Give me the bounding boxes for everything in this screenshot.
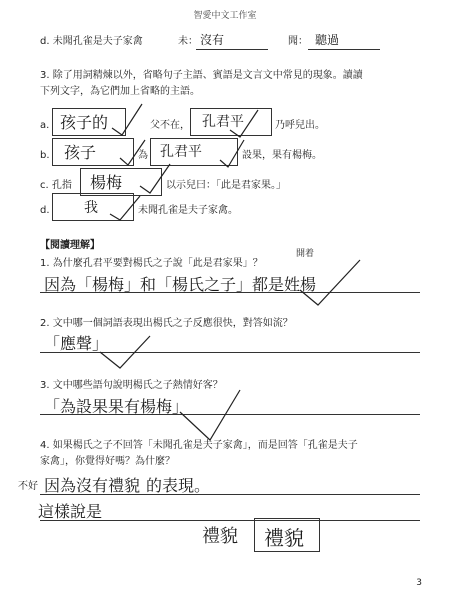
q3-d-prefix: d. [40,205,50,216]
reading-a1-note: 開着 [296,249,315,259]
correction-word-1: 禮貌 [202,526,238,547]
reading-a3: 「為設果果有楊梅」 [44,397,189,416]
reading-q4-line1: 4. 如果楊氏之子不回答「未聞孔雀是夫子家禽」，而是回答「孔雀是夫子 [40,440,358,451]
q3-c-prefix: c. 孔指 [40,180,72,191]
q3-d-end: 未聞孔雀是夫子家禽。 [138,205,238,216]
q3-b-end: 設果，果有楊梅。 [242,150,322,161]
reading-a4-tail: 的表現。 [146,476,211,495]
item-d-label-wei: 未： [178,36,198,47]
q3-b-prefix: b. [40,150,50,161]
reading-q4-line2: 家禽」，你覺得好嗎？為什麼？ [40,456,175,467]
reading-a4-main: 因為沒有禮貌 [44,476,141,495]
q3-a-mid: 父不在， [150,120,190,131]
q3-c-answer: 楊梅 [90,173,123,192]
correction-word-2: 禮貌 [264,526,304,550]
q3-a-prefix: a. [40,120,50,131]
reading-q2: 2. 文中哪一個詞語表現出楊氏之子反應很快，對答如流？ [40,318,293,329]
q3-d-answer: 我 [84,200,98,216]
q3-b-mid: 為 [138,150,148,161]
item-d-text: d. 未聞孔雀是夫子家禽 [40,36,143,47]
reading-q3: 3. 文中哪些語句說明楊氏之子熱情好客？ [40,380,223,391]
reading-a4-line2: 這樣說是 [38,502,103,521]
page-header: 智愛中文工作室 [193,11,257,21]
q3-b-answer-2: 孔君平 [160,144,202,160]
q3-a-answer-2: 孔君平 [202,114,244,130]
page-number: 3 [416,578,422,588]
item-d-label-wen: 聞： [288,36,308,47]
reading-q1: 1. 為什麼孔君平要對楊氏之子說「此是君家果」？ [40,258,263,269]
item-d-answer-2: 聽過 [315,33,340,47]
q3-a-answer-1: 孩子的 [60,113,109,132]
q3-b-answer-1: 孩子 [64,143,97,162]
reading-a2: 「應聲」 [44,334,109,353]
item-d-answer-1: 沒有 [200,33,225,47]
q3-c-end: 以示兒曰：「此是君家果。」 [166,180,286,191]
q3-a-end: 乃呼兒出。 [275,120,325,131]
reading-heading: 【閱讀理解】 [40,240,100,251]
reading-a1: 因為「楊梅」和「楊氏之子」都是姓楊 [44,275,317,294]
q3-instruction-line2: 下列文字，為它們加上省略的主語。 [40,86,200,97]
q3-instruction-line1: 3. 除了用詞精煉以外，省略句子主語、賓語是文言文中常見的現象。讀讀 [40,70,363,81]
reading-a4-prefix: 不好 [18,481,38,492]
